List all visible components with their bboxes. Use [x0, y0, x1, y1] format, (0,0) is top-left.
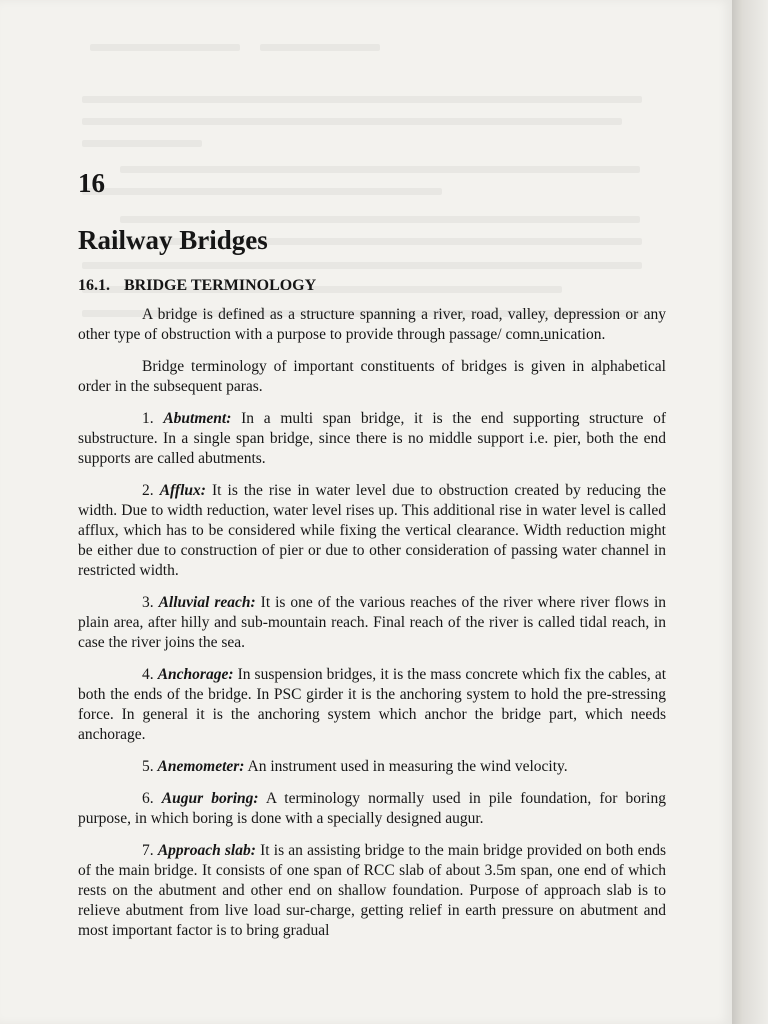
- chapter-title: Railway Bridges: [78, 225, 268, 255]
- binding-edge-shadow: [732, 0, 768, 1024]
- page-content: [78, 170, 666, 941]
- term-definition: It is an assisting bridge to the main bridge provided on both ends of the main bridge. It consists of one span of RCC slab of about 3.5m span, one end of which rests on the abutment and other end on shallow foundation. Purpose of approach slab is to relieve abutment from live load sur-charge, getting relief in earth pressure on abutment and most important factor is to bring gradual: [78, 842, 667, 939]
- term-definition: An instrument used in measuring the wind velocity.: [247, 758, 568, 775]
- term-definition: It is the rise in water level due to obstruction created by reducing the width. Due to width reduction, water level rises up. This additional rise in water level is called afflux, which has to be considered while fixing the vertical clearance. Width reduction might be either due to construction of pier or due to other consideration of passing water channel in restricted width.: [78, 482, 667, 579]
- term-entry-alluvial-reach: [78, 593, 666, 653]
- section-heading: [78, 277, 666, 295]
- term-name: Afflux:: [159, 482, 206, 499]
- term-entry-abutment: [78, 409, 666, 469]
- term-number: 7.: [142, 842, 154, 859]
- chapter-number: 16: [78, 168, 105, 198]
- term-name: Anchorage:: [157, 666, 234, 683]
- term-number: 1.: [142, 410, 154, 427]
- term-entry-afflux: [78, 481, 666, 581]
- term-definition: In a multi span bridge, it is the end supporting structure of substructure. In a single span bridge, since there is no middle support i.e. pier, both the end supports are called abutments.: [78, 410, 667, 467]
- term-definition: In suspension bridges, it is the mass concrete which fix the cables, at both the ends of the bridge. In PSC girder it is the anchoring system to hold the pre-stressing force. In general it is the anchoring system which anchor the bridge part, which needs anchorage.: [78, 666, 667, 743]
- section-number: 16.1.: [78, 277, 110, 294]
- term-number: 3.: [142, 594, 154, 611]
- intro-paragraph: A bridge is defined as a structure spanning a river, road, valley, depression or any other type of obstruction with a purpose to provide through passage/ comn.̲unication.: [78, 306, 666, 343]
- term-definition: A terminology normally used in pile foundation, for boring purpose, in which boring is done with a specially designed augur.: [78, 790, 666, 827]
- term-number: 2.: [142, 482, 154, 499]
- term-entry-approach-slab: [78, 841, 666, 941]
- section-title: BRIDGE TERMINOLOGY: [124, 277, 317, 294]
- term-number: 4.: [142, 666, 154, 683]
- term-name: Augur boring:: [161, 790, 259, 807]
- term-entry-anemometer: [78, 757, 666, 777]
- term-name: Approach slab:: [157, 842, 256, 859]
- term-name: Anemometer:: [157, 758, 245, 775]
- term-number: 5.: [142, 758, 154, 775]
- term-name: Alluvial reach:: [158, 594, 256, 611]
- term-name: Abutment:: [163, 410, 232, 427]
- term-entry-anchorage: [78, 665, 666, 745]
- term-number: 6.: [142, 790, 154, 807]
- term-definition: It is one of the various reaches of the river where river flows in plain area, after hilly and sub-mountain reach. Final reach of the river is called tidal reach, in case the river joins the sea.: [78, 594, 667, 651]
- term-entry-augur-boring: [78, 789, 666, 829]
- intro-paragraph: Bridge terminology of important constituents of bridges is given in alphabetical order in the subsequent paras.: [78, 358, 666, 395]
